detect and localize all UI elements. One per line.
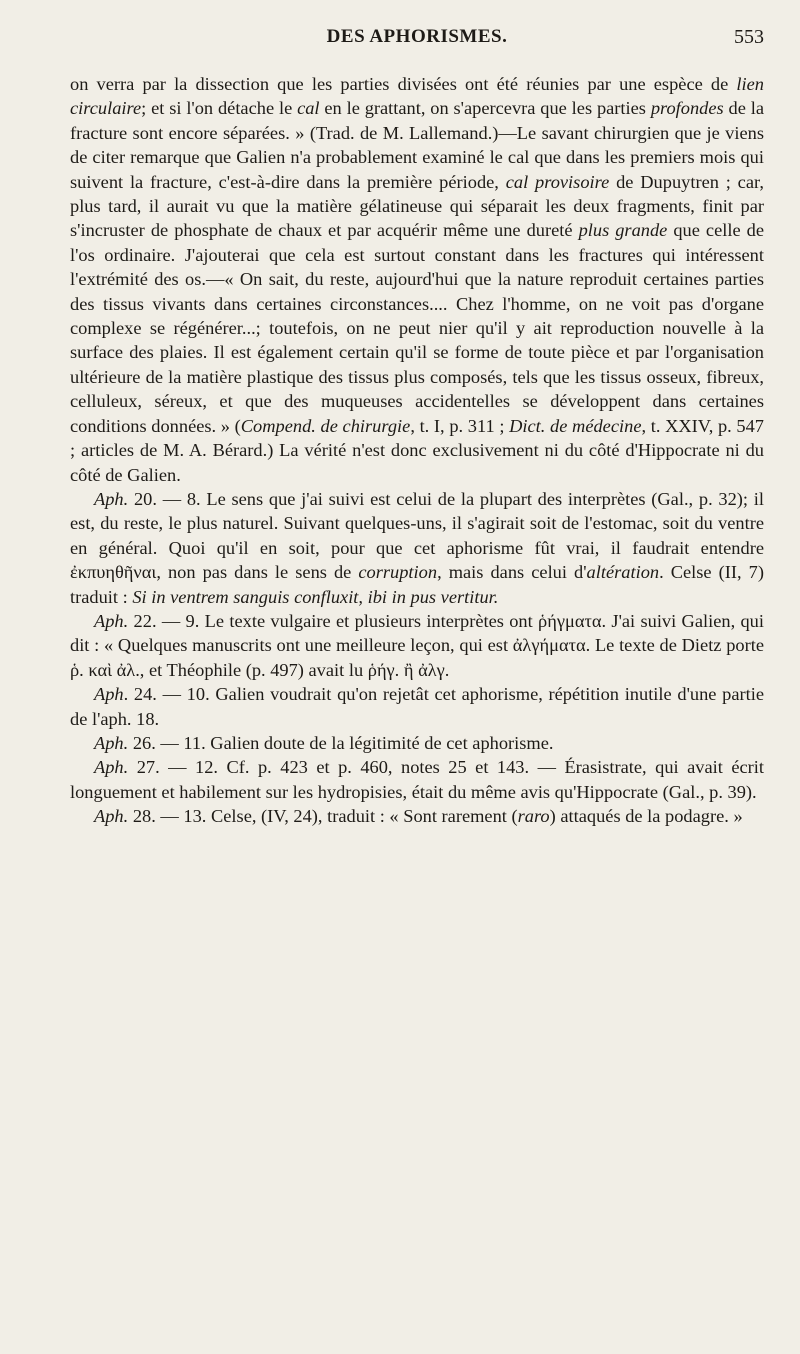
- text-run: 28. — 13. Celse, (IV, 24), traduit : « Sont rarement (: [128, 806, 518, 827]
- paragraph: [70, 609, 764, 682]
- italic-text: plus grande: [578, 220, 668, 241]
- text-run: . 24. — 10. Galien voudrait qu'on rejetât cet aphorisme, répétition inutile d'une partie de l'aph. 18.: [70, 684, 764, 729]
- italic-text: Aph.: [94, 806, 129, 827]
- italic-text: Aph.: [94, 488, 129, 509]
- text-run: . Celse (II, 7) traduit :: [70, 562, 764, 607]
- paragraph: [70, 682, 764, 731]
- text-run: on verra par la dissection que les parties divisées ont été réunies par une espèce de: [70, 74, 737, 94]
- page-number: 553: [734, 26, 764, 48]
- italic-text: cal provisoire: [505, 171, 610, 192]
- italic-text: Si in ventrem sanguis confluxit, ibi in pus vertitur.: [132, 586, 499, 607]
- body-text: [70, 72, 764, 829]
- paragraph: [70, 731, 764, 755]
- italic-text: altération: [586, 562, 660, 583]
- running-title: DES APHORISMES.: [326, 26, 508, 47]
- italic-text: Aph.: [94, 610, 129, 631]
- italic-text: lien circulaire: [70, 74, 764, 119]
- running-head: [70, 20, 764, 54]
- text-run: ) attaqués de la podagre. »: [549, 806, 743, 827]
- italic-text: Aph: [94, 684, 124, 705]
- text-run: , mais dans celui d': [437, 562, 587, 583]
- text-run: , t. I, p. 311 ;: [410, 415, 510, 436]
- text-run: ; et si l'on détache le: [141, 98, 298, 119]
- text-run: 27. — 12. Cf. p. 423 et p. 460, notes 25 et 143. — Érasistrate, qui avait écrit longuement et habilement sur les hydropisies, était du même avis qu'Hippocrate (Gal., p. 39).: [70, 757, 764, 802]
- text-run: 22. — 9. Le texte vulgaire et plusieurs interprètes ont ῥήγματα. J'ai suivi Galien, qui dit : « Quelques manuscrits ont une meilleure leçon, qui est ἀλγήματα. Le texte de Dietz porte ῥ. καὶ ἀλ., et Théophile (p. 497) avait lu ῥήγ. ἢ ἀλγ.: [70, 610, 764, 680]
- paragraph: [70, 487, 764, 609]
- italic-text: raro: [517, 806, 550, 827]
- italic-text: profondes: [650, 98, 724, 119]
- italic-text: Aph.: [94, 757, 129, 778]
- text-run: 20. — 8. Le sens que j'ai suivi est celui de la plupart des interprètes (Gal., p. 32); il est, du reste, le plus naturel. Suivant quelques-uns, il s'agirait soit de l'estomac, soit du ventre en général. Quoi qu'il en soit, pour que cet aphorisme fût vrai, il faudrait entendre ἐκπυηθῆναι, non pas dans le sens de: [70, 488, 764, 583]
- text-run: que celle de l'os ordinaire. J'ajouterai que cela est surtout constant dans les fractures qui intéressent l'extrémité des os.—« On sait, du reste, aujourd'hui que la nature reproduit certaines parties des tissus vivants dans certaines circonstances.... Chez l'homme, on ne voit pas d'organe complexe se régénérer...; toutefois, on ne peut nier qu'il y ait reproduction nouvelle à la surface des plaies. Il est également certain qu'il se forme de toute pièce et par l'organisation ultérieure de la matière plastique des tissus plus composés, tels que les tissus osseux, fibreux, celluleux, séreux, et que des muqueuses accidentelles se développent dans certaines conditions données. » (: [70, 220, 764, 436]
- text-run: , t. XXIV, p. 547 ; articles de M. A. Bérard.) La vérité n'est donc exclusivement ni du côté d'Hippocrate ni du côté de Galien.: [70, 415, 764, 485]
- italic-text: cal: [297, 98, 320, 119]
- paragraph: [70, 755, 764, 804]
- italic-text: Compend. de chirurgie: [240, 415, 411, 436]
- text-run: en le grattant, on s'apercevra que les parties: [319, 98, 651, 119]
- italic-text: corruption: [358, 562, 438, 583]
- paragraph: [70, 804, 764, 828]
- text-run: de la fracture sont encore séparées. » (Trad. de M. Lallemand.)—Le savant chirurgien que je viens de citer remarque que Galien n'a probablement examiné le cal que dans les premiers mois qui suivent la fracture, c'est-à-dire dans la première période,: [70, 98, 765, 192]
- paragraph: [70, 72, 764, 487]
- italic-text: Aph.: [94, 732, 129, 753]
- text-run: 26. — 11. Galien doute de la légitimité de cet aphorisme.: [128, 732, 554, 753]
- italic-text: Dict. de médecine: [509, 415, 642, 436]
- text-run: de Dupuytren ; car, plus tard, il aurait vu que la matière gélatineuse qui séparait les deux fragments, finit par s'incruster de phosphate de chaux et par acquérir même une dureté: [70, 171, 764, 241]
